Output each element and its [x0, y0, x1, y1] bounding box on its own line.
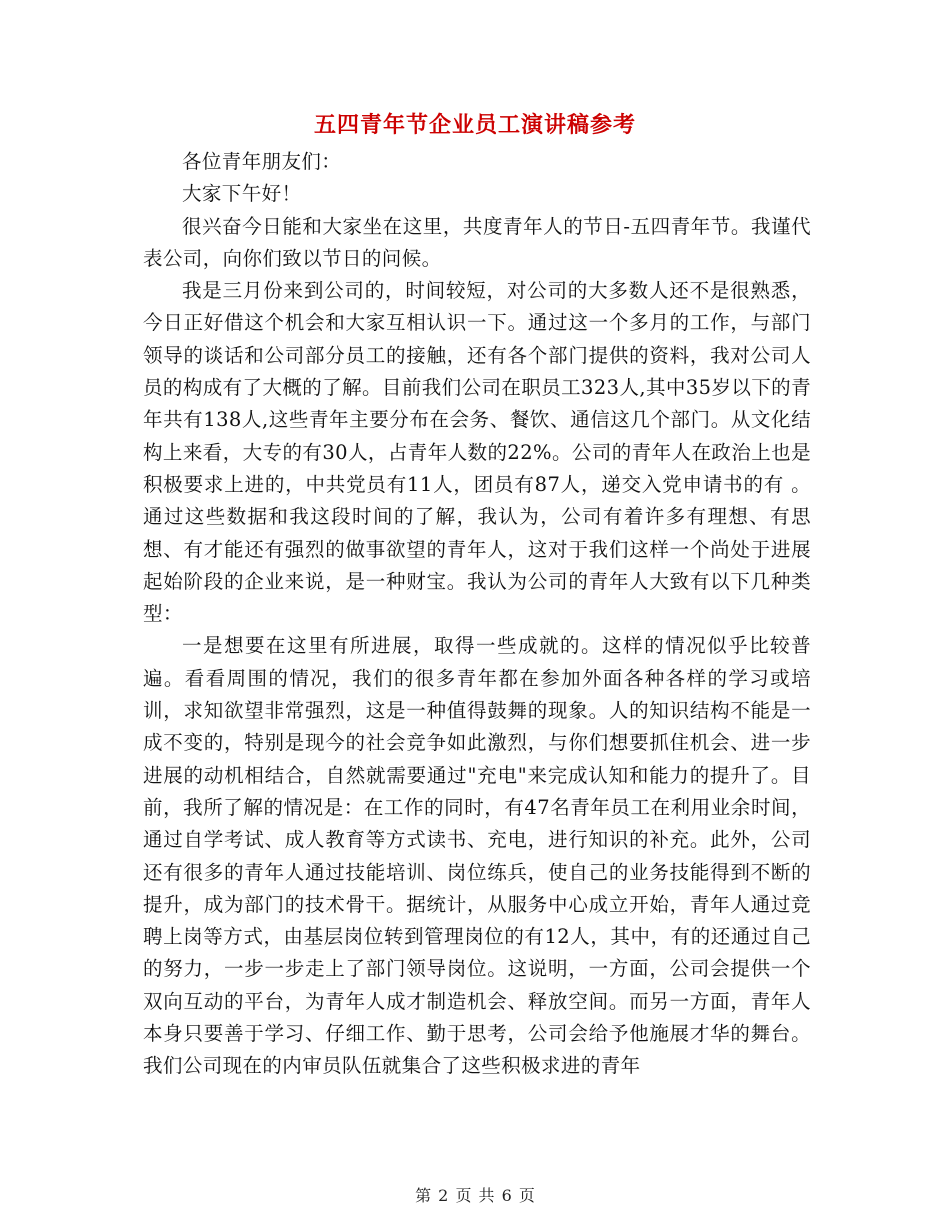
greeting-paragraph: 大家下午好！: [182, 182, 302, 206]
document-body: [143, 146, 811, 1083]
document-title: 五四青年节企业员工演讲稿参考: [313, 112, 636, 138]
body-paragraph: 我是三月份来到公司的，时间较短，对公司的大多数人还不是很熟悉，今日正好借这个机会和大家互相认识一下。通过这一个多月的工作，与部门领导的谈话和公司部分员工的接触，还有各个部门提供的资料，我对公司人员的构成有了大概的了解。目前我们公司在职员工323人,其中35岁以下的青年共有138人,这些青年主要分布在会务、餐饮、通信这几个部门。从文化结构上来看，大专的有30人，占青年人数的22%。公司的青年人在政治上也是积极要求上进的，中共党员有11人，团员有87人，递交入党申请书的有 。通过这些数据和我这段时间的了解，我认为，公司有着许多有理想、有思想、有才能还有强烈的做事欲望的青年人，这对于我们这样一个尚处于进展起始阶段的企业来说，是一种财宝。我认为公司的青年人大致有以下几种类型：: [143, 279, 811, 626]
salutation-paragraph: 各位青年朋友们：: [182, 150, 342, 173]
body-paragraph: 一是想要在这里有所进展，取得一些成就的。这样的情况似乎比较普遍。看看周围的情况，我们的很多青年都在参加外面各种各样的学习或培训，求知欲望非常强烈，这是一种值得鼓舞的现象。人的知识结构不能是一成不变的，特别是现今的社会竞争如此激烈，与你们想要抓住机会、进一步进展的动机相结合，自然就需要通过"充电"来完成认知和能力的提升了。目前，我所了解的情况是：在工作的同时，有47名青年员工在利用业余时间，通过自学考试、成人教育等方式读书、充电，进行知识的补充。此外，公司还有很多的青年人通过技能培训、岗位练兵，使自己的业务技能得到不断的提升，成为部门的技术骨干。据统计，从服务中心成立开始，青年人通过竞聘上岗等方式，由基层岗位转到管理岗位的有12人，其中，有的还通过自己的努力，一步一步走上了部门领导岗位。这说明，一方面，公司会提供一个双向互动的平台，为青年人成才制造机会、释放空间。而另一方面，青年人本身只要善于学习、仔细工作、勤于思考，公司会给予他施展才华的舞台。我们公司现在的内审员队伍就集合了这些积极求进的青年: [143, 634, 811, 1078]
body-paragraph: 很兴奋今日能和大家坐在这里，共度青年人的节日-五四青年节。我谨代表公司，向你们致以节日的问候。: [143, 214, 811, 270]
page-number-footer: 第 2 页 共 6 页: [415, 1186, 535, 1205]
